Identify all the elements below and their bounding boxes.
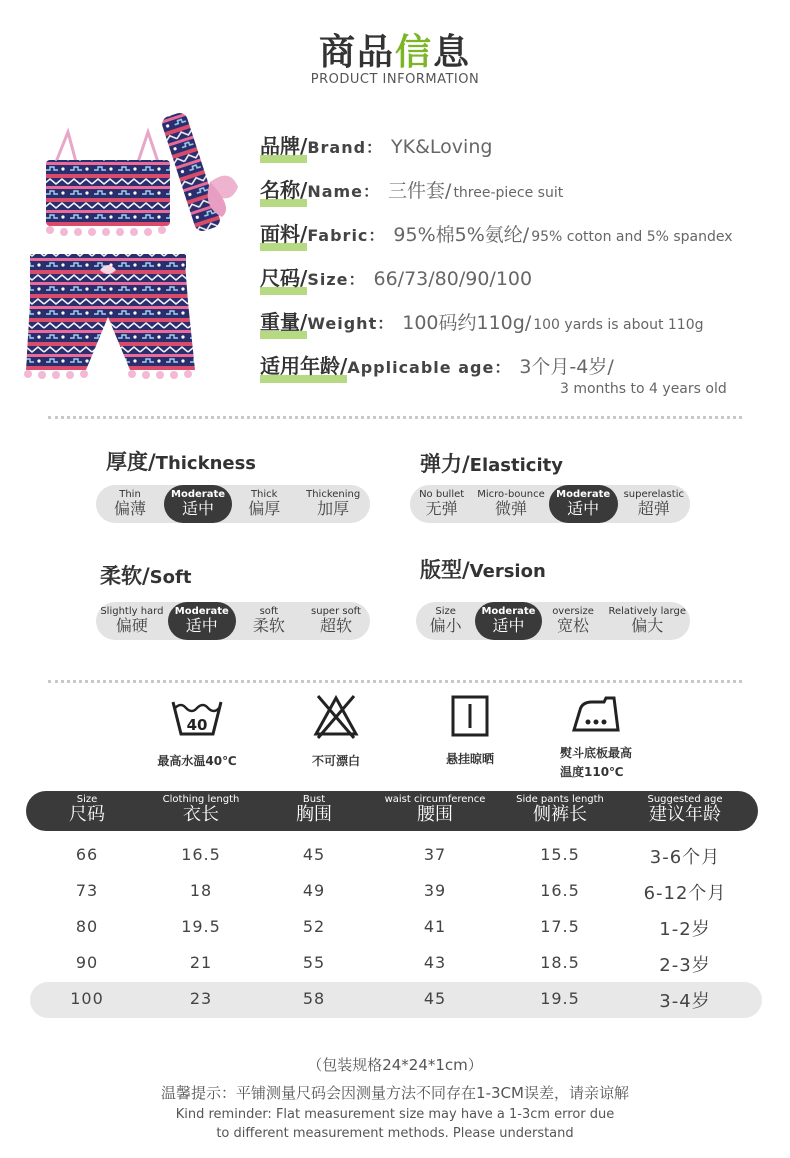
cell-length: 23: [189, 989, 213, 1008]
info-label-cn: 适用年龄/: [260, 350, 347, 379]
header-cn: 建议年龄: [649, 804, 721, 825]
elasticity-scale: [410, 485, 690, 523]
cell-side-pants: 16.5: [540, 881, 580, 900]
header-en: Suggested age: [647, 794, 723, 805]
option-en: Moderate: [481, 605, 536, 617]
cell-side-pants: 19.5: [540, 989, 580, 1008]
option-en: Thin: [119, 488, 141, 500]
info-value-en: three-piece suit: [453, 185, 564, 201]
option-en: Moderate: [174, 605, 229, 617]
option-cn: 无弹: [425, 499, 458, 519]
soft-option-moderate: [168, 602, 236, 640]
option-cn: 偏厚: [248, 499, 281, 519]
care-iron: [560, 694, 670, 780]
thickness-option-thick: [232, 485, 296, 523]
cell-age: 2-3岁: [659, 955, 711, 976]
info-brand: [260, 130, 494, 160]
cell-waist: 41: [423, 917, 447, 936]
header-en: waist circumference: [384, 794, 486, 805]
header-cn: 尺码: [69, 804, 105, 825]
header-cn: 胸围: [296, 804, 332, 825]
header-bust: [266, 791, 362, 831]
option-cn: 偏大: [631, 616, 664, 636]
soft-option-super: [302, 602, 370, 640]
header-en: Clothing length: [162, 794, 240, 805]
cell-bust: 58: [302, 989, 326, 1008]
option-en: No bullet: [419, 488, 465, 500]
option-en: Moderate: [556, 488, 611, 500]
thickness-option-moderate: [164, 485, 232, 523]
cell-size: 73: [75, 881, 99, 900]
info-name: [260, 174, 563, 204]
page-subtitle: PRODUCT INFORMATION: [310, 72, 480, 87]
cell-length: 18: [189, 881, 213, 900]
info-size: [260, 262, 534, 292]
soft-title: [100, 560, 191, 590]
care-no-bleach: [296, 692, 376, 769]
attr-title-cn: 版型/: [420, 558, 470, 582]
option-cn: 偏硬: [115, 616, 148, 636]
attr-title-en: Soft: [149, 567, 192, 588]
cell-length: 21: [189, 953, 213, 972]
cell-waist: 39: [423, 881, 447, 900]
soft-option-soft: [236, 602, 302, 640]
wash-temp-number: 40: [186, 716, 208, 734]
info-label-cn: 品牌/: [260, 130, 307, 159]
header-cn: 衣长: [183, 804, 219, 825]
product-image: [20, 102, 252, 392]
header-side-pants: [508, 791, 612, 831]
elasticity-option-moderate: [549, 485, 618, 523]
header-en: Bust: [302, 794, 326, 805]
option-cn: 加厚: [317, 499, 350, 519]
attr-title-cn: 厚度/: [106, 450, 156, 474]
option-cn: 适中: [182, 499, 215, 519]
option-cn: 偏小: [429, 616, 462, 636]
size-table-body: [26, 836, 758, 1016]
cell-age: 3-4岁: [659, 991, 711, 1012]
cell-size: 100: [70, 989, 104, 1008]
header-clothing-length: [136, 791, 266, 831]
option-cn: 宽松: [557, 616, 590, 636]
header-age: [626, 791, 744, 831]
info-value-en: 100 yards is about 110g: [533, 317, 704, 333]
option-en: Thick: [250, 488, 278, 500]
option-cn: 适中: [567, 499, 600, 519]
option-en: Relatively large: [608, 605, 686, 617]
cell-bust: 52: [302, 917, 326, 936]
cell-age: 6-12个月: [643, 883, 727, 904]
info-label-cn: 名称/: [260, 174, 307, 203]
attr-title-cn: 弹力/: [420, 452, 470, 476]
cell-bust: 45: [302, 845, 326, 864]
title-text-1: 商品: [318, 32, 395, 73]
cell-waist: 37: [423, 845, 447, 864]
soft-scale: [96, 602, 370, 640]
header-cn: 侧裤长: [533, 804, 587, 825]
care-wash: [150, 696, 244, 769]
reminder-en-1: Kind reminder: Flat measurement size may have a 1-3cm error due: [175, 1107, 615, 1122]
header-cn: 腰围: [417, 804, 453, 825]
version-option-large: [604, 602, 690, 640]
info-value: 66/73/80/90/100: [373, 268, 533, 290]
title-text-2: 信: [394, 32, 433, 73]
page-title: [0, 24, 790, 75]
info-label-cn: 面料/: [260, 218, 307, 247]
option-en: superelastic: [623, 488, 684, 500]
care-hang-dry: [430, 694, 510, 767]
cell-waist: 43: [423, 953, 447, 972]
info-fabric: [260, 218, 733, 248]
option-cn: 超软: [319, 616, 352, 636]
version-option-oversize: [542, 602, 605, 640]
version-option-small: [416, 602, 475, 640]
option-en: Moderate: [171, 488, 226, 500]
care-label-2: 温度110℃: [560, 765, 624, 779]
cell-size: 80: [75, 917, 99, 936]
elasticity-option-super: [618, 485, 690, 523]
info-value: 三件套/: [388, 180, 452, 202]
option-en: Thickening: [306, 488, 361, 500]
header-waist: [362, 791, 508, 831]
info-age-en: 3 months to 4 years old: [560, 381, 727, 397]
cell-age: 3-6个月: [649, 847, 721, 868]
hang-dry-icon: [450, 694, 490, 738]
info-label-cn: 重量/: [260, 306, 307, 335]
no-bleach-icon: [312, 692, 360, 740]
info-label-cn: 尺码/: [260, 262, 307, 291]
info-value-en: 95% cotton and 5% spandex: [531, 229, 733, 245]
care-label: 悬挂晾晒: [445, 752, 494, 766]
elasticity-option-micro: [473, 485, 549, 523]
option-en: super soft: [311, 605, 361, 617]
wash-40-icon: [169, 696, 225, 740]
cell-side-pants: 17.5: [540, 917, 580, 936]
attr-title-en: Thickness: [155, 453, 257, 474]
cell-size: 90: [75, 953, 99, 972]
attr-title-en: Version: [469, 561, 546, 582]
cell-waist: 45: [423, 989, 447, 1008]
soft-option-hard: [96, 602, 168, 640]
cell-size: 66: [75, 845, 99, 864]
cell-age: 1-2岁: [659, 919, 711, 940]
info-label-en: Size：: [307, 270, 366, 289]
option-cn: 适中: [185, 616, 218, 636]
info-label-en: Name：: [307, 182, 381, 201]
info-value: YK&Loving: [391, 136, 493, 158]
cell-bust: 55: [302, 953, 326, 972]
elasticity-option-none: [410, 485, 473, 523]
care-label: 熨斗底板最高: [560, 746, 633, 760]
size-table-header: [26, 791, 758, 831]
cell-side-pants: 15.5: [540, 845, 580, 864]
thickness-option-thin: [96, 485, 164, 523]
cell-bust: 49: [302, 881, 326, 900]
iron-110-icon: [570, 694, 622, 734]
thickness-title: [106, 446, 256, 476]
cell-length: 19.5: [181, 917, 221, 936]
care-label: 不可漂白: [311, 754, 360, 768]
version-option-moderate: [475, 602, 541, 640]
option-cn: 微弹: [494, 499, 527, 519]
option-cn: 适中: [492, 616, 525, 636]
cell-side-pants: 18.5: [540, 953, 580, 972]
info-weight: [260, 306, 704, 336]
title-text-3: 息: [433, 32, 472, 73]
version-scale: [416, 602, 690, 640]
thickness-scale: [96, 485, 370, 523]
option-en: Size: [435, 605, 456, 617]
option-cn: 超弹: [637, 499, 670, 519]
option-en: Slightly hard: [100, 605, 164, 617]
info-value: 95%棉5%氨纶/: [393, 224, 530, 246]
info-label-en: Brand：: [307, 138, 384, 157]
cell-length: 16.5: [181, 845, 221, 864]
option-cn: 偏薄: [114, 499, 147, 519]
header-size: [42, 791, 132, 831]
thickness-option-thickening: [296, 485, 370, 523]
option-en: oversize: [552, 605, 594, 617]
option-cn: 柔软: [252, 616, 285, 636]
package-spec: （包装规格24*24*1cm）: [307, 1056, 483, 1074]
reminder-en-2: to different measurement methods. Please understand: [216, 1126, 574, 1141]
attr-title-en: Elasticity: [469, 455, 563, 476]
info-value: 3个月-4岁/: [519, 356, 614, 378]
header-en: Side pants length: [516, 794, 604, 805]
divider: [48, 416, 742, 419]
option-en: soft: [259, 605, 279, 617]
reminder-cn: 温馨提示：平铺测量尺码会因测量方法不同存在1-3CM误差，请亲谅解: [161, 1084, 629, 1102]
version-title: [420, 554, 546, 584]
attr-title-cn: 柔软/: [100, 564, 150, 588]
care-label: 最高水温40℃: [157, 754, 237, 768]
divider: [48, 680, 742, 683]
elasticity-title: [420, 448, 563, 478]
info-age: [260, 350, 616, 380]
info-label-en: Applicable age：: [347, 358, 512, 377]
option-en: Micro-bounce: [477, 488, 545, 500]
header-en: Size: [76, 794, 98, 805]
info-label-en: Fabric：: [307, 226, 386, 245]
info-value: 100码约110g/: [402, 312, 532, 334]
info-label-en: Weight：: [307, 314, 395, 333]
